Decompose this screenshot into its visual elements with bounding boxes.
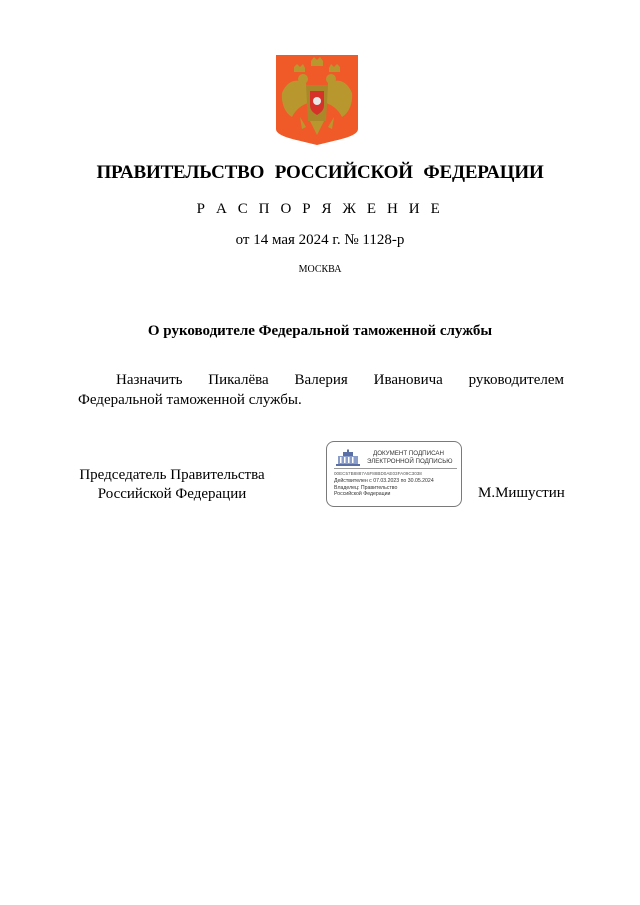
document-subject: О руководителе Федеральной таможенной службы [147, 323, 493, 339]
electronic-signature-stamp [326, 441, 462, 507]
stamp-divider [334, 468, 457, 469]
body-text: Назначить Пикалёва Валерия Ивановича руководителем Федеральной таможенной службы. [78, 372, 564, 408]
document-date-number: от 14 мая 2024 г. № 1128-р [235, 232, 405, 248]
stamp-valid-period: Действителен с 07.03.2023 по 30.05.2024 [334, 478, 434, 484]
stamp-header-line1: ДОКУМЕНТ ПОДПИСАН [373, 450, 444, 457]
stamp-header [367, 450, 461, 466]
document-body [78, 370, 564, 410]
russian-coat-of-arms-icon [276, 55, 358, 145]
document-city: МОСКВА [298, 264, 342, 275]
coat-of-arms-emblem [276, 55, 358, 145]
signer-title [72, 466, 272, 504]
stamp-owner: Владелец: Правительство Российской Федерации [334, 484, 398, 498]
issuer-title: ПРАВИТЕЛЬСТВО РОССИЙСКОЙ ФЕДЕРАЦИИ [96, 162, 544, 183]
stamp-serial: 00EC57B8887A5F88BD0AE03FA09C3038 [334, 471, 422, 476]
signer-title-line2: Российской Федерации [97, 486, 247, 502]
government-building-icon [334, 449, 362, 467]
stamp-validity [334, 478, 458, 498]
document-type: Р А С П О Р Я Ж Е Н И Е [196, 201, 444, 217]
signer-name: М.Мишустин [478, 485, 565, 501]
signer-title-line1: Председатель Правительства [79, 467, 265, 483]
stamp-header-line2: ЭЛЕКТРОННОЙ ПОДПИСЬЮ [367, 458, 453, 465]
